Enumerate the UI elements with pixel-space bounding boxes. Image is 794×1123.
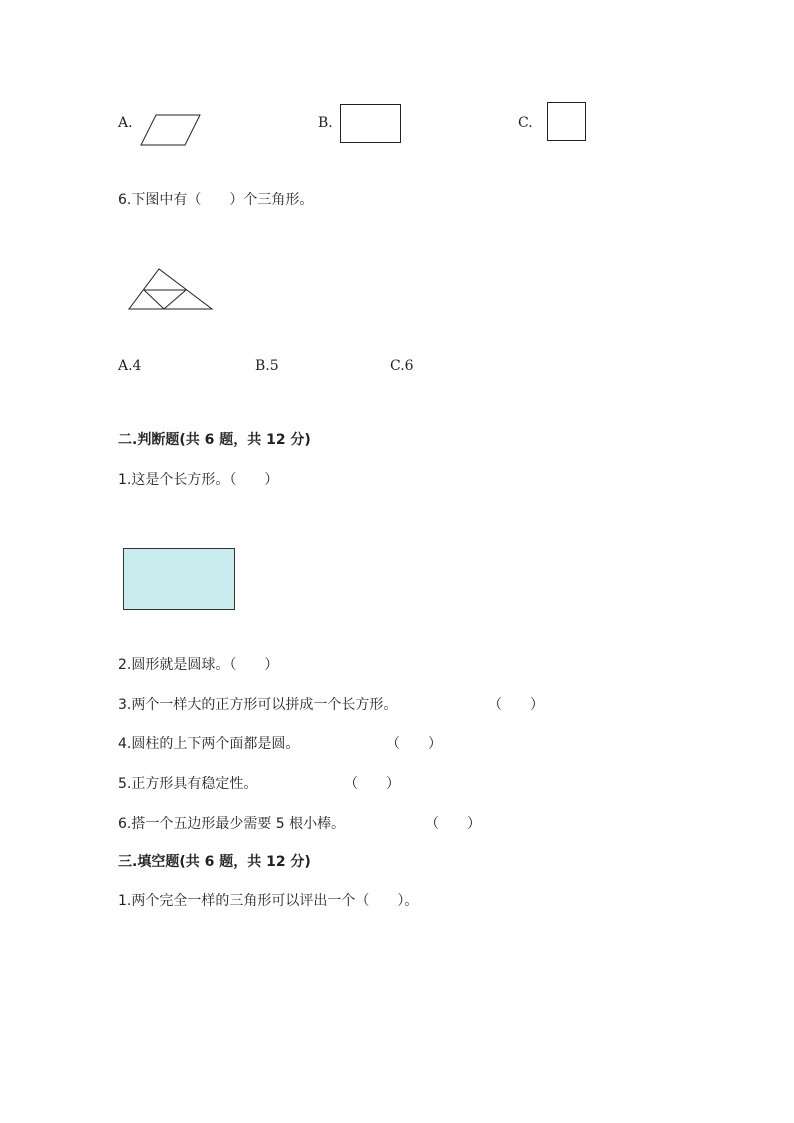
judge-item-4	[118, 736, 299, 752]
square-figure	[547, 102, 587, 142]
q6-option-a: A.4	[118, 358, 142, 374]
judge-item-2-blank: （ ）	[229, 657, 279, 673]
judge-item-1-text: 1.这是个长方形。	[118, 472, 230, 488]
rectangle-figure	[340, 104, 402, 144]
judge-item-6-text: 6.搭一个五边形最少需要 5 根小棒。	[118, 816, 346, 832]
option-b-label: B.	[318, 115, 333, 131]
parallelogram-figure	[140, 113, 202, 147]
q6-option-b: B.5	[255, 358, 279, 374]
q6-option-c: C.6	[390, 358, 414, 374]
judge-item-1-blank: （ ）	[229, 472, 279, 488]
judge-item-3-text: 3.两个一样大的正方形可以拼成一个长方形。	[118, 697, 398, 713]
colored-rectangle-figure	[123, 548, 235, 610]
q6-question: 6.下图中有（ ）个三角形。	[118, 192, 314, 208]
triangle-figure	[126, 266, 216, 312]
option-a-label: A.	[118, 115, 133, 131]
judge-item-1	[118, 472, 278, 488]
judge-item-5-blank: （ ）	[344, 776, 400, 792]
judge-item-4-text: 4.圆柱的上下两个面都是圆。	[118, 736, 300, 752]
judge-item-6	[118, 816, 345, 832]
judge-item-5-text: 5.正方形具有稳定性。	[118, 776, 258, 792]
section3-heading: 三.填空题(共 6 题，共 12 分)	[118, 854, 311, 870]
judge-item-3-blank: （ ）	[488, 697, 544, 713]
judge-item-4-blank: （ ）	[386, 736, 442, 752]
judge-item-3	[118, 697, 397, 713]
judge-item-6-blank: （ ）	[425, 816, 481, 832]
judge-item-2-text: 2.圆形就是圆球。	[118, 657, 230, 673]
option-c-label: C.	[518, 115, 533, 131]
judge-item-5	[118, 776, 257, 792]
fill-item-1: 1.两个完全一样的三角形可以评出一个（ ）。	[118, 893, 419, 909]
section2-heading: 二.判断题(共 6 题，共 12 分)	[118, 432, 311, 448]
judge-item-2	[118, 657, 278, 673]
